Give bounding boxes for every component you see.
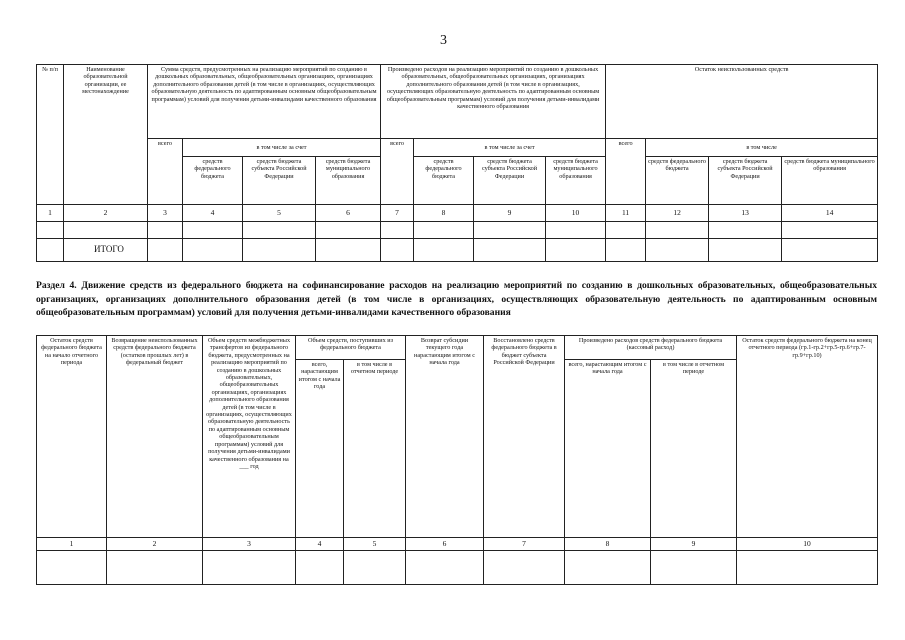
column-number: 7 xyxy=(484,538,565,551)
total-row xyxy=(37,239,878,262)
column-number: 5 xyxy=(243,205,316,222)
header-municipal: средств бюджета муниципального образования xyxy=(316,157,381,205)
column-number: 10 xyxy=(546,205,606,222)
header-number: № п/п xyxy=(37,65,64,205)
header-closing-balance: Остаток средств федерального бюджета на конец отчетного периода (гр.1-гр.2+гр.5-гр.6+гр.7-гр.9+гр.10) xyxy=(737,336,878,538)
table-row xyxy=(37,551,878,585)
column-number: 8 xyxy=(414,205,474,222)
header-including: в том числе xyxy=(646,139,878,157)
column-number: 1 xyxy=(37,205,64,222)
header-organization-name: Наименование образовательной организации, ее местонахождение xyxy=(64,65,148,205)
column-numbers-row xyxy=(37,538,878,551)
header-federal: средств федерального бюджета xyxy=(646,157,709,205)
header-total: всего xyxy=(381,139,414,205)
column-number: 4 xyxy=(183,205,243,222)
header-restored-funds: Восстановлено средств федерального бюджета в бюджет субъекта Российской Федерации xyxy=(484,336,565,538)
header-planned-funds: Сумма средств, предусмотренных на реализацию мероприятий по созданию в дошкольных образовательных, общеобразовательных организациях, организациях дополнительного образования детей (в том числе в организациях, осуществляющих образовательную деятельность по адаптированным основным общеобразовательным программам) условий для получения детьми-инвалидами качественного образования xyxy=(148,65,381,139)
column-number: 9 xyxy=(651,538,737,551)
column-number: 13 xyxy=(709,205,782,222)
column-number: 1 xyxy=(37,538,107,551)
section-4-heading: Раздел 4. Движение средств из федерального бюджета на софинансирование расходов на реализацию мероприятий по созданию в дошкольных образовательных, общеобразовательных организациях, организациях дополнительного образования детей (в том числе в организациях, осуществляющих образовательную деятельность по адаптированным основным общеобразовательным программам) условий для получения детьми-инвалидами качественного образования xyxy=(36,280,877,318)
header-received-funds: Объем средств, поступивших из федерального бюджета xyxy=(296,336,406,360)
header-regional: средств бюджета субъекта Российской Федерации xyxy=(243,157,316,205)
column-number: 3 xyxy=(203,538,296,551)
header-regional: средств бюджета субъекта Российской Федерации xyxy=(709,157,782,205)
table-row xyxy=(37,222,878,239)
column-number: 9 xyxy=(474,205,546,222)
column-number: 2 xyxy=(64,205,148,222)
header-total: всего xyxy=(148,139,183,205)
column-number: 14 xyxy=(782,205,878,222)
column-number: 6 xyxy=(406,538,484,551)
header-received-total: всего, нарастающим итогом с начала года xyxy=(296,360,344,538)
column-numbers-row xyxy=(37,205,878,222)
total-label: ИТОГО xyxy=(64,239,148,262)
header-returned-funds: Возвращение неиспользованных средств федерального бюджета (остатков прошлых лет) в федеральный бюджет xyxy=(107,336,203,538)
header-expenses-total: всего, нарастающим итогом с начала года xyxy=(565,360,651,538)
header-total: всего xyxy=(606,139,646,205)
column-number: 10 xyxy=(737,538,878,551)
header-remainder: Остаток неиспользованных средств xyxy=(606,65,878,139)
header-regional: средств бюджета субъекта Российской Федерации xyxy=(474,157,546,205)
federal-funds-movement-table xyxy=(36,335,878,585)
column-number: 3 xyxy=(148,205,183,222)
page-number: 3 xyxy=(440,33,447,48)
header-municipal: средств бюджета муниципального образования xyxy=(782,157,878,205)
header-federal: средств федерального бюджета xyxy=(414,157,474,205)
header-including: в том числе за счет xyxy=(183,139,381,157)
header-transfer-volume: Объем средств межбюджетных трансфертов из федерального бюджета, предусмотренных на реализацию мероприятий по созданию в дошкольных образовательных, общеобразовательных организациях, организациях дополнительного образования детей (в том числе в организациях, осуществляющих образовательную деятельность по адаптированным основным общеобразовательным программам) условий для получения детьми-инвалидами качественного образования на ___ год xyxy=(203,336,296,538)
column-number: 8 xyxy=(565,538,651,551)
header-cash-expenses: Произведено расходов средств федерального бюджета (кассовый расход) xyxy=(565,336,737,360)
header-opening-balance: Остаток средств федерального бюджета на начало отчетного периода xyxy=(37,336,107,538)
header-expenses-period: в том числе в отчетном периоде xyxy=(651,360,737,538)
header-including: в том числе за счет xyxy=(414,139,606,157)
column-number: 12 xyxy=(646,205,709,222)
header-municipal: средств бюджета муниципального образования xyxy=(546,157,606,205)
header-subsidy-return: Возврат субсидии текущего года нарастающим итогом с начала года xyxy=(406,336,484,538)
column-number: 7 xyxy=(381,205,414,222)
header-received-period: в том числе в отчетном периоде xyxy=(344,360,406,538)
header-federal: средств федерального бюджета xyxy=(183,157,243,205)
expenditure-table xyxy=(36,64,878,262)
column-number: 4 xyxy=(296,538,344,551)
column-number: 2 xyxy=(107,538,203,551)
column-number: 6 xyxy=(316,205,381,222)
column-number: 5 xyxy=(344,538,406,551)
column-number: 11 xyxy=(606,205,646,222)
header-spent-funds: Произведено расходов на реализацию мероприятий по созданию в дошкольных образовательных, общеобразовательных организациях, организациях дополнительного образования детей (в том числе в организациях, осуществляющих образовательную деятельность по адаптированным основным общеобразовательным программам) условий для получения детьми-инвалидами качественного образования xyxy=(381,65,606,139)
